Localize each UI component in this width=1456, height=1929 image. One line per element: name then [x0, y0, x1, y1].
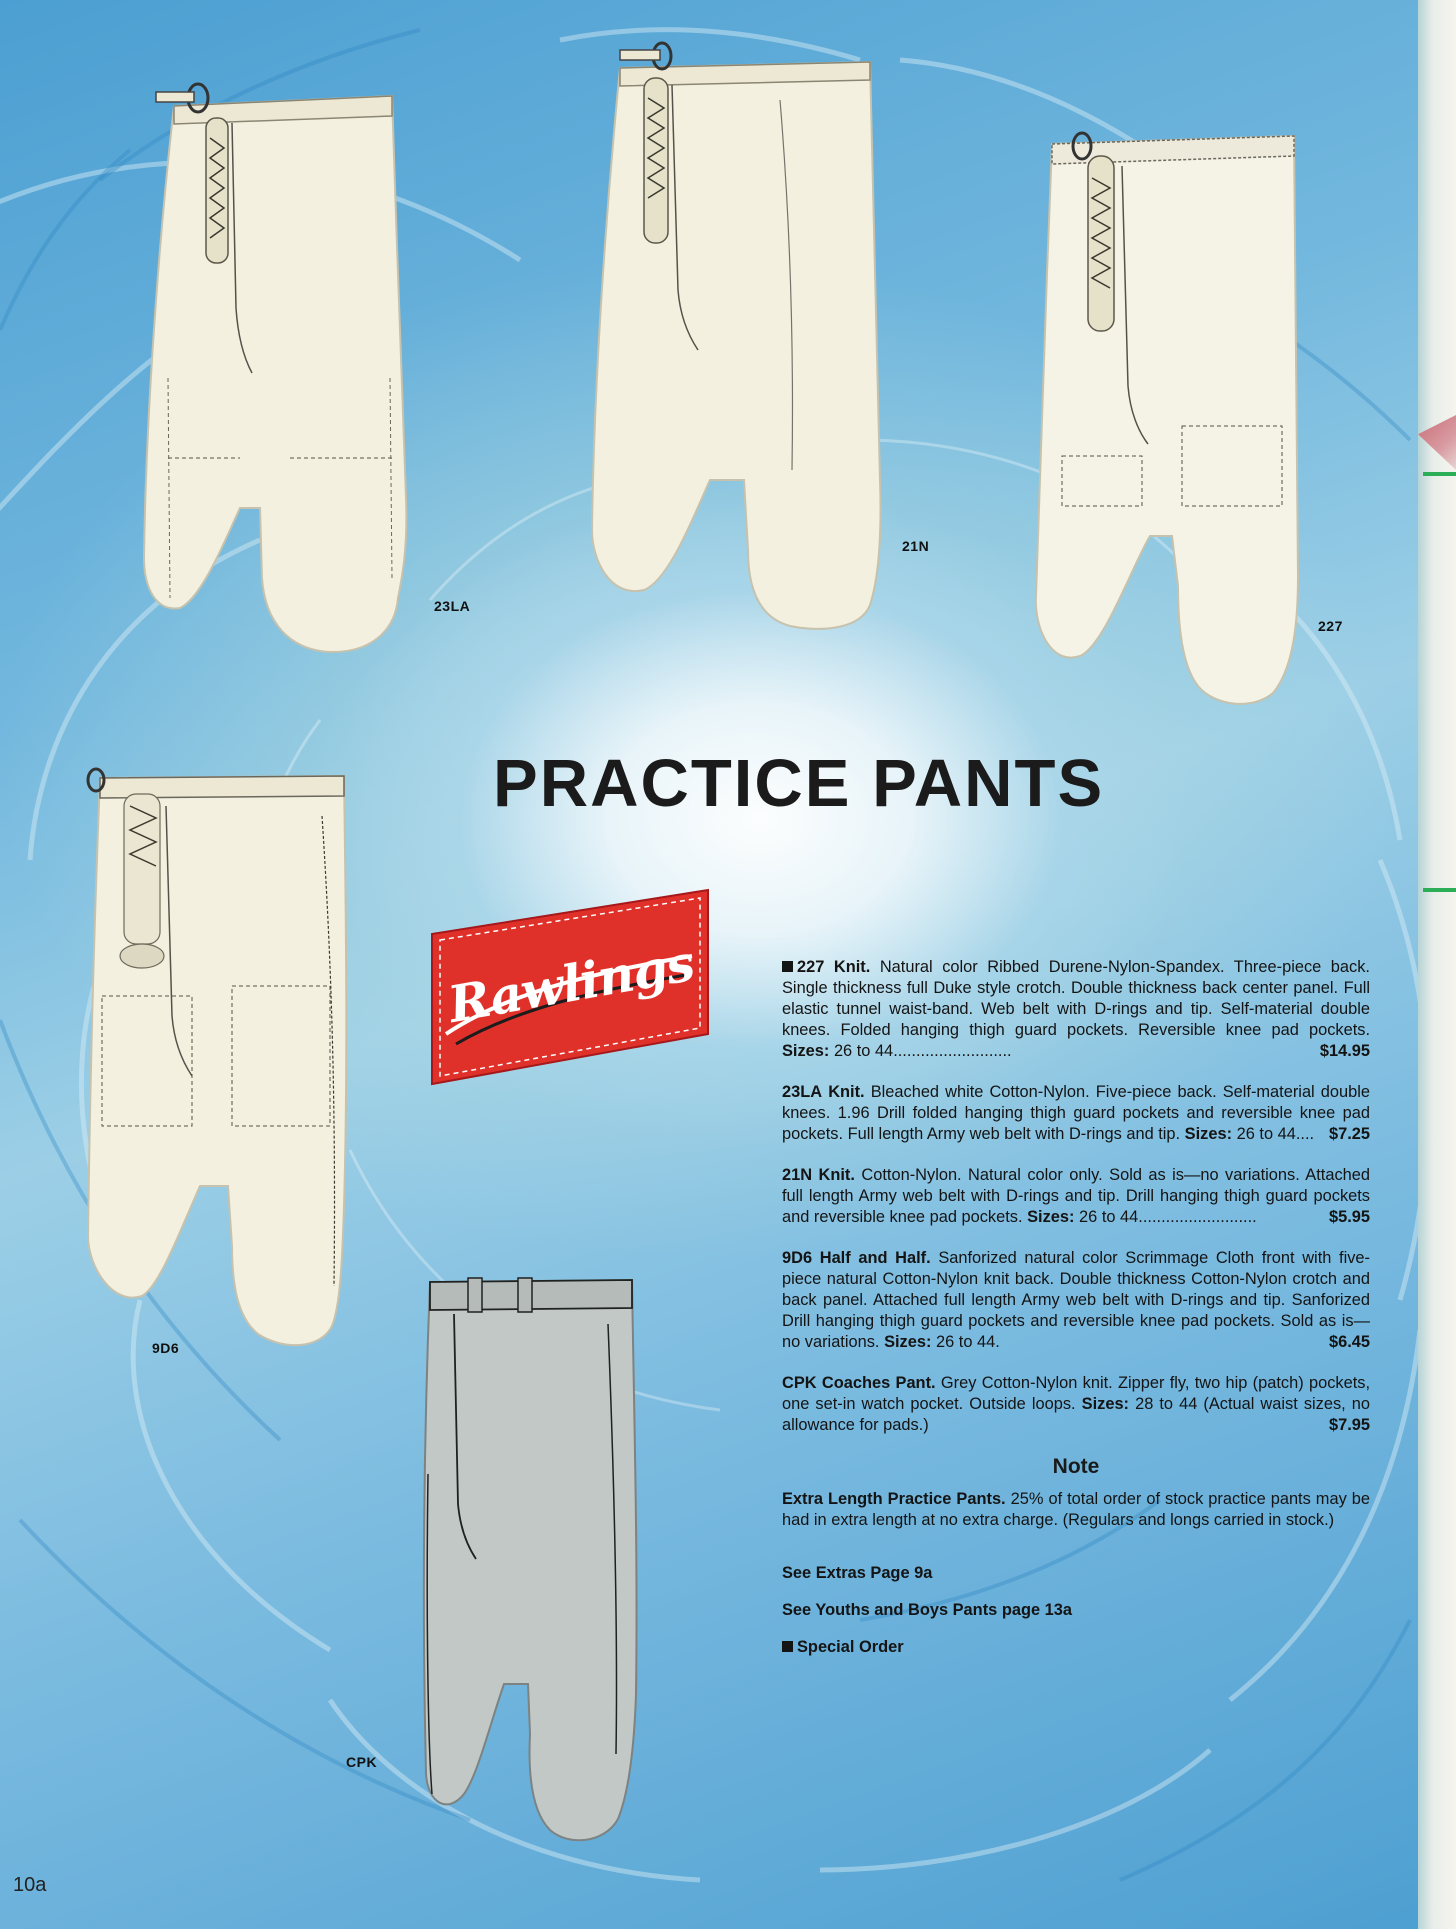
product-description: Sanforized natural color Scrimmage Cloth front with five-piece natural Cotton-Nylon knit back. Double thickness Cotton-Nylon crotch and back panel. Attached full length Army web belt with D-rings and tip. Sanforized Drill hanging thigh guard pockets and reversible knee pad pockets. Sold as is—no variations.: [782, 1249, 1370, 1351]
product-code: 23LA: [782, 1083, 823, 1101]
product-9d6: [782, 1248, 1370, 1353]
sizes-label: Sizes:: [1081, 1395, 1130, 1413]
see-extras-reference: See Extras Page 9a: [782, 1564, 933, 1582]
dot-leader: ....: [1295, 1125, 1315, 1143]
pant-image-227: [1032, 126, 1304, 706]
sizes-value: 26 to 44: [833, 1042, 894, 1060]
product-price: $6.45: [1328, 1333, 1370, 1351]
product-name: Knit.: [833, 958, 871, 976]
sizes-value: 28 to 44 (Actual waist sizes, no allowance for pads.): [782, 1395, 1370, 1434]
sizes-label: Sizes:: [1184, 1125, 1233, 1143]
adjacent-page-edge: [1418, 0, 1456, 1929]
pant-image-21n: [580, 40, 886, 630]
note-lead: Extra Length Practice Pants.: [782, 1490, 1006, 1508]
product-price: $7.25: [1328, 1125, 1370, 1143]
page-number: 10a: [13, 1874, 47, 1896]
sizes-value: 26 to 44.: [936, 1333, 1000, 1351]
adjacent-page-green-line-bottom: [1423, 888, 1456, 892]
special-order-key: [782, 1637, 1370, 1658]
sizes-value: 26 to 44: [1236, 1125, 1296, 1143]
pant-image-9d6: [82, 766, 354, 1348]
special-order-square-icon: [782, 1641, 793, 1652]
product-code: CPK: [782, 1374, 817, 1392]
label-9d6: 9D6: [152, 1340, 180, 1356]
sizes-label: Sizes:: [884, 1333, 932, 1351]
product-description: Cotton-Nylon. Natural color only. Sold as is—no variations. Attached full length Army web belt with D-rings and tip. Drill hanging thigh guard pockets and reversible knee pad pockets.: [782, 1166, 1370, 1226]
see-youth-pants-reference: See Youths and Boys Pants page 13a: [782, 1601, 1072, 1619]
sizes-label: Sizes:: [1027, 1208, 1075, 1226]
product-price: $5.95: [1328, 1208, 1370, 1226]
product-name: Knit.: [818, 1166, 855, 1184]
note-text: [782, 1489, 1370, 1531]
product-description: Grey Cotton-Nylon knit. Zipper fly, two hip (patch) pockets, one set-in watch pocket. Outside loops.: [782, 1374, 1371, 1413]
special-order-square-icon: [782, 961, 793, 972]
product-price: $7.95: [1328, 1416, 1370, 1434]
product-name: Knit.: [828, 1083, 865, 1101]
note-heading: Note: [1052, 1455, 1100, 1478]
rawlings-logo-text: Rawlings: [443, 932, 699, 1035]
pant-image-cpk: [418, 1274, 644, 1846]
product-price: $14.95: [1319, 1042, 1370, 1060]
product-cpk: [782, 1373, 1370, 1436]
dot-leader: ..........................: [893, 1042, 1012, 1060]
dot-leader: ..........................: [1138, 1208, 1257, 1226]
product-23la: [782, 1082, 1370, 1145]
product-227: [782, 957, 1370, 1062]
rawlings-logo: [426, 884, 714, 1090]
product-name: Coaches Pant.: [821, 1374, 936, 1392]
product-descriptions: [782, 957, 1370, 1674]
label-227: 227: [1318, 618, 1343, 634]
product-description: Bleached white Cotton-Nylon. Five-piece back. Self-material double knees. 1.96 Drill folded hanging thigh guard pockets and reversible knee pad pockets. Full length Army web belt with D-rings and tip.: [782, 1083, 1370, 1143]
label-21n: 21N: [902, 538, 930, 554]
note-body: 25% of total order of stock practice pants may be had in extra length at no extra charge. (Regulars and longs carried in stock.): [782, 1490, 1371, 1529]
product-description: Natural color Ribbed Durene-Nylon-Spandex. Three-piece back. Single thickness full Duke style crotch. Double thickness back center panel. Full elastic tunnel waist-band. Web belt with D-rings and tip. Self-material double knees. Folded hanging thigh guard pockets. Reversible knee pad pockets.: [782, 958, 1370, 1039]
product-name: Half and Half.: [819, 1249, 931, 1267]
product-code: 227: [797, 958, 825, 976]
adjacent-page-green-line-top: [1423, 472, 1456, 476]
pant-image-23la: [140, 78, 412, 656]
sizes-label: Sizes:: [782, 1042, 830, 1060]
sizes-value: 26 to 44: [1079, 1208, 1139, 1226]
product-21n: [782, 1165, 1370, 1228]
product-code: 9D6: [782, 1249, 813, 1267]
product-code: 21N: [782, 1166, 813, 1184]
label-cpk: CPK: [346, 1754, 378, 1770]
special-order-text: Special Order: [797, 1638, 904, 1656]
label-23la: 23LA: [434, 598, 471, 614]
page-title: PRACTICE PANTS: [493, 746, 1105, 821]
